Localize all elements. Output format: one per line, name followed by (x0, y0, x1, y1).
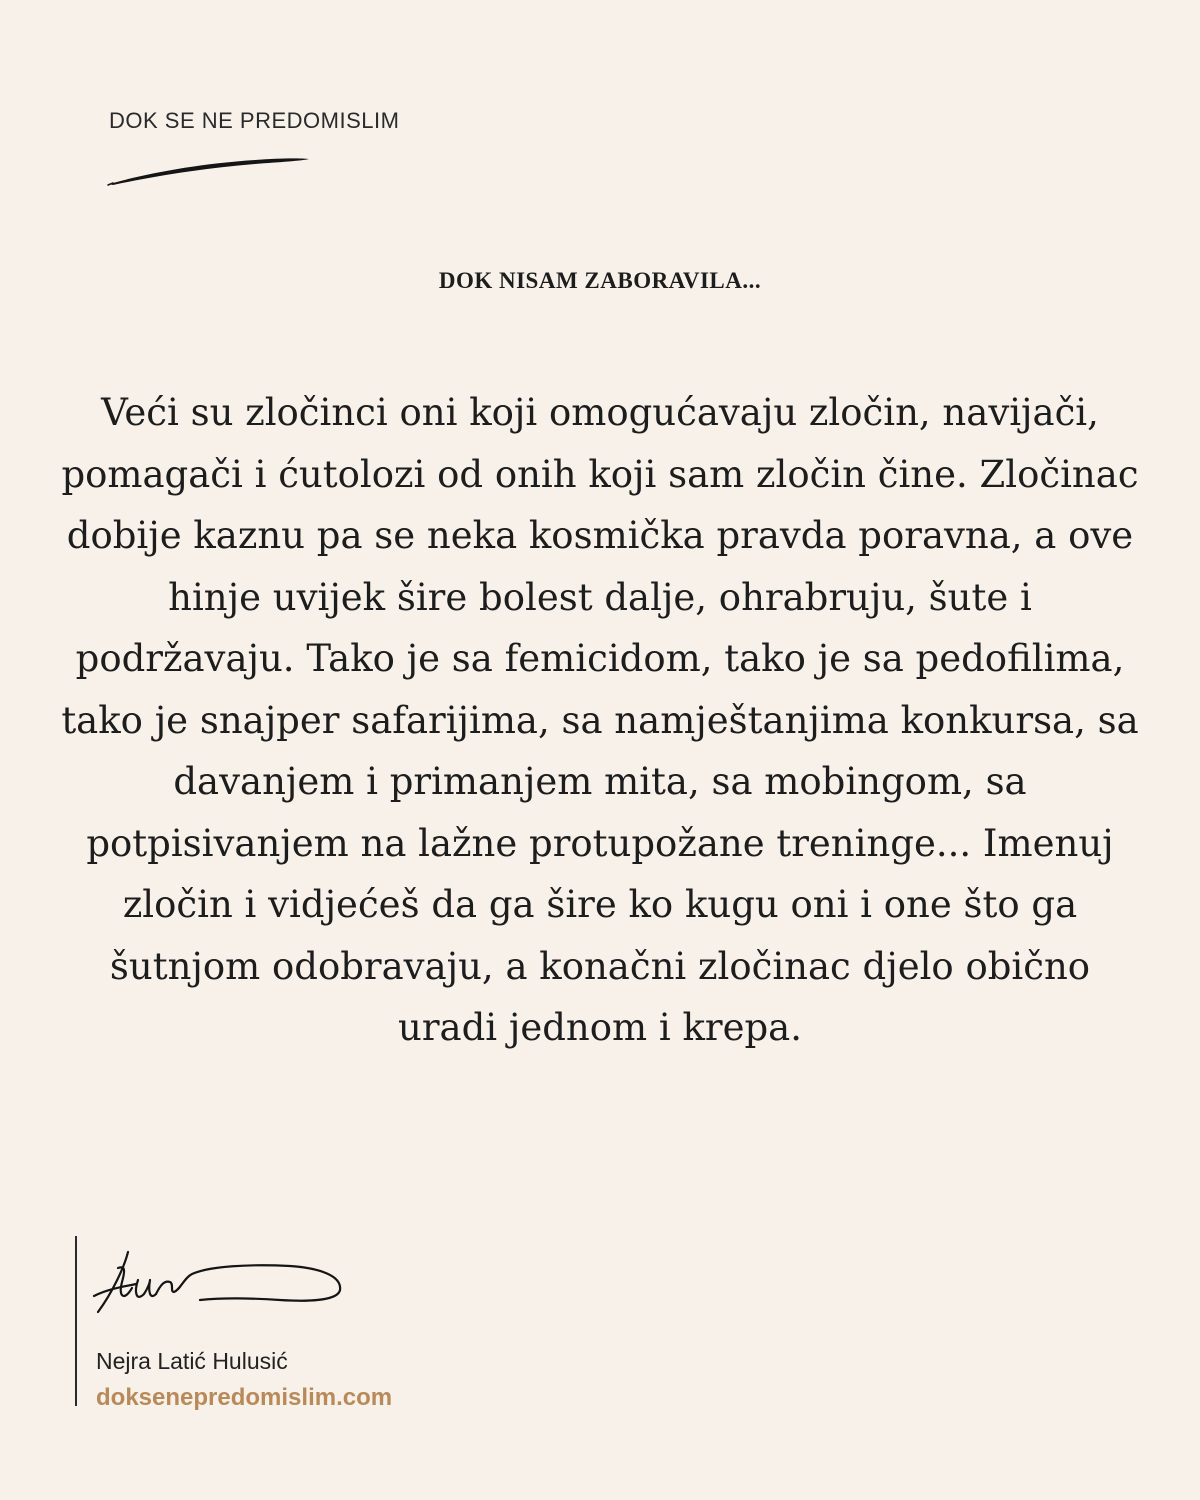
vertical-divider (75, 1236, 77, 1406)
author-name: Nejra Latić Hulusić (96, 1348, 288, 1374)
brush-stroke-decoration (105, 152, 315, 192)
post-body-text: Veći su zločinci oni koji omogućavaju zločin, navijači, pomagači i ćutolozi od onih koji sam zločin čine. Zločinac dobije kaznu pa se neka kosmička pravda poravna, a ove hinje uvijek šire bolest dalje, ohrabruju, šute i podržavaju. Tako je sa femicidom, tako je sa pedofilima, tako je snajper safarijima, sa namještanjima konkursa, sa davanjem i primanjem mita, sa mobingom, sa potpisivanjem na lažne protupožane treninge... Imenuj zločin i vidjećeš da ga šire ko kugu oni i one što ga šutnjom odobravaju, a konačni zločinac djelo obično uradi jednom i krepa. (61, 391, 1139, 1049)
post-title: DOK NISAM ZABORAVILA... (438, 268, 762, 293)
brand-name: DOK SE NE PREDOMISLIM (109, 108, 400, 133)
website-link[interactable]: doksenepredomislim.com (96, 1384, 393, 1411)
signature-image (90, 1238, 350, 1328)
